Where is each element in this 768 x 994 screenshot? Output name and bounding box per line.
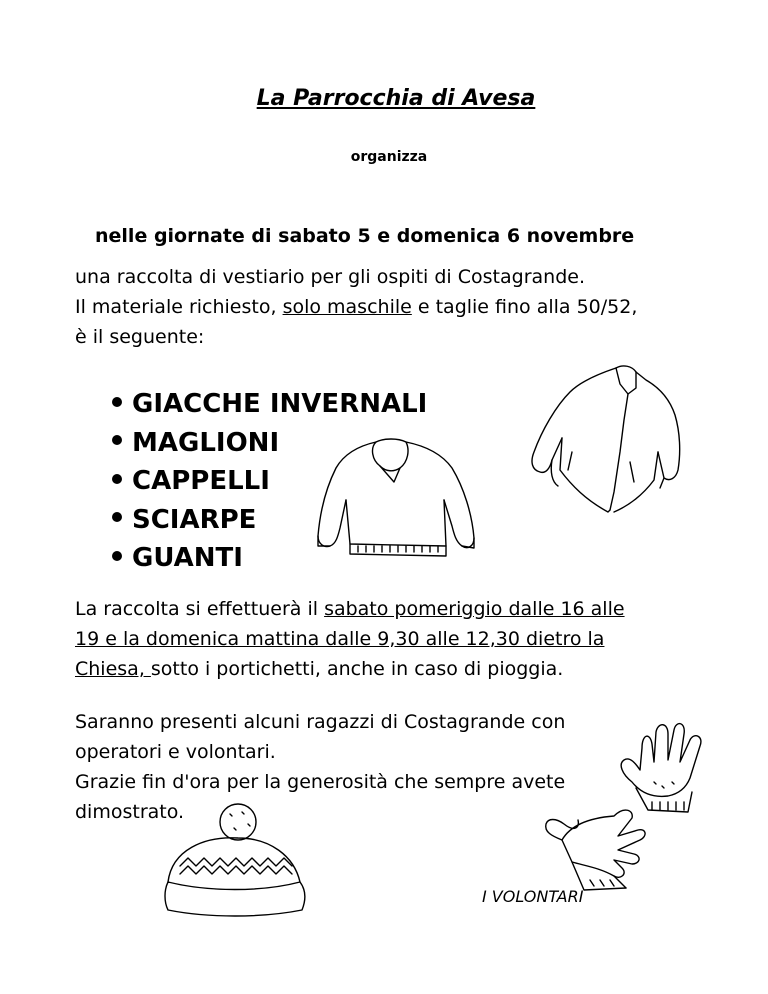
list-item-label: CAPPELLI	[132, 466, 270, 496]
list-item-label: GUANTI	[132, 543, 243, 573]
event-dates: nelle giornate di sabato 5 e domenica 6 novembre	[95, 225, 635, 247]
bullet-icon	[112, 512, 122, 522]
list-item-label: GIACCHE INVERNALI	[132, 389, 428, 419]
intro-paragraph	[75, 262, 637, 352]
collection-line-3	[75, 654, 625, 684]
page-subtitle: organizza	[350, 149, 428, 165]
closing-line-1: Saranno presenti alcuni ragazzi di Costagrande con	[75, 711, 566, 733]
collection-paragraph	[75, 594, 625, 684]
closing-line-3: Grazie fin d'ora per la generosità che sempre avete	[75, 771, 566, 793]
collection-line-3-rest: sotto i portichetti, anche in caso di pioggia.	[150, 658, 564, 680]
collection-line-1	[75, 594, 625, 624]
intro-line-3: è il seguente:	[75, 326, 205, 348]
church-emphasis: Chiesa,	[75, 658, 151, 680]
intro-line-1: una raccolta di vestiario per gli ospiti di Costagrande.	[75, 266, 585, 288]
closing-paragraph	[75, 707, 565, 827]
bullet-icon	[112, 551, 122, 561]
list-item	[112, 385, 427, 424]
page-title: La Parrocchia di Avesa	[256, 86, 536, 111]
collection-line-2: 19 e la domenica mattina dalle 9,30 alle 12,30 dietro la	[75, 628, 605, 650]
intro-line-2-text: Il materiale richiesto,	[75, 296, 283, 318]
intro-line-2-rest: e taglie fino alla 50/52,	[411, 296, 638, 318]
signature: I VOLONTARI	[482, 887, 584, 906]
list-item-label: MAGLIONI	[132, 427, 280, 458]
bullet-icon	[112, 435, 122, 445]
closing-line-2: operatori e volontari.	[75, 741, 276, 763]
collection-time-emphasis: sabato pomeriggio dalle 16 alle	[324, 598, 625, 620]
list-item-label: SCIARPE	[132, 504, 257, 535]
male-only-emphasis: solo maschile	[282, 296, 412, 318]
sweater-icon	[314, 436, 484, 560]
intro-line-2	[75, 292, 637, 322]
bullet-icon	[112, 397, 122, 407]
collection-line-1-text: La raccolta si effettuerà il	[75, 598, 325, 620]
jacket-icon	[528, 360, 683, 520]
bullet-icon	[112, 474, 122, 484]
closing-line-4: dimostrato.	[75, 801, 185, 823]
